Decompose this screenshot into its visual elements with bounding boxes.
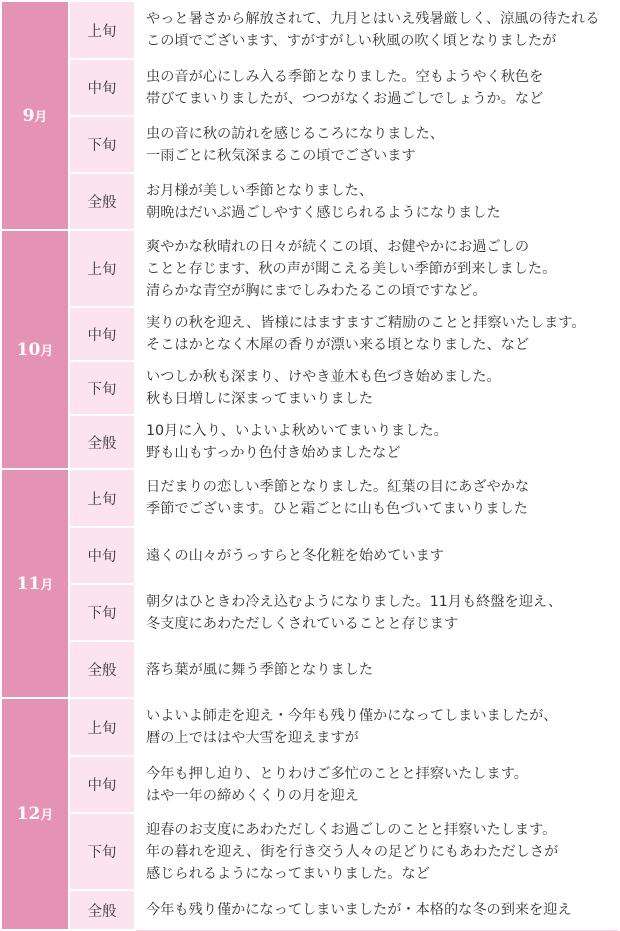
- month-cell: [1, 698, 69, 930]
- greeting-text: [135, 59, 619, 116]
- period-label: 全般: [69, 641, 135, 698]
- greeting-text: [135, 527, 619, 584]
- table-row: [1, 59, 619, 116]
- greeting-text: [135, 469, 619, 527]
- table-row: [1, 469, 619, 527]
- greeting-line: 迎春のお支度にあわただしくお過ごしのことと拝察いたします。: [146, 821, 557, 838]
- greeting-text: [135, 584, 619, 641]
- period-label: 下旬: [69, 813, 135, 890]
- month-number: 11: [16, 573, 41, 594]
- table-row: [1, 756, 619, 813]
- table-row: [1, 584, 619, 641]
- month-suffix: 月: [40, 808, 54, 823]
- greeting-text: [135, 756, 619, 813]
- greeting-line: 暦の上でははや大雪を迎えますが: [146, 730, 359, 746]
- table-body: [1, 1, 619, 930]
- greeting-line: 落ち葉が風に舞う季節となりました: [146, 661, 374, 678]
- table-row: [1, 698, 619, 756]
- month-suffix: 月: [34, 109, 48, 125]
- period-label: 上旬: [69, 230, 135, 307]
- month-cell: [1, 469, 69, 698]
- table-row: [1, 415, 619, 469]
- greeting-line: 年の暮れを迎え、街を行き交う人々の足どりにもあわただしさが: [146, 843, 559, 860]
- month-cell: [1, 230, 69, 469]
- month-number: 9: [22, 105, 35, 126]
- period-label: 下旬: [69, 116, 135, 173]
- period-label: 上旬: [69, 698, 135, 756]
- greeting-line: 遠くの山々がうっすらと冬化粧を始めています: [146, 547, 444, 564]
- greeting-text: [135, 361, 619, 415]
- month-cell: [1, 1, 69, 230]
- table-row: [1, 1, 619, 59]
- period-label: 中旬: [69, 307, 135, 361]
- period-label: 上旬: [69, 469, 135, 527]
- greeting-text: [135, 307, 619, 361]
- table-row: [1, 890, 619, 930]
- month-number: 12: [16, 804, 41, 824]
- greeting-line: ことと存じます、秋の声が聞こえる美しい季節が到来しました。: [146, 260, 557, 277]
- greeting-line: 爽やかな秋晴れの日々が続くこの頃、お健やかにお過ごしの: [146, 238, 530, 255]
- greeting-line: 今年も残り僅かになってしまいましたが・本格的な冬の到来を迎え: [146, 902, 572, 919]
- table-row: [1, 641, 619, 698]
- greeting-line: 朝夕はひときわ冷え込むようになりました。11月も終盤を迎え、: [146, 593, 563, 610]
- period-label: 全般: [69, 890, 135, 930]
- greeting-line: 秋も日増しに深まってまいりました: [146, 391, 374, 407]
- greeting-text: [135, 415, 619, 469]
- period-label: 全般: [69, 415, 135, 469]
- greeting-line: 10月に入り、いよいよ秋めいてまいりました。: [146, 423, 448, 439]
- greeting-line: いよいよ師走を迎え・今年も残り僅かになってしまいましたが、: [146, 708, 558, 724]
- greeting-line: この頃でございます、すがすがしい秋風の吹く頃となりましたが: [146, 33, 557, 49]
- greeting-text: [135, 641, 619, 698]
- greeting-text: [135, 173, 619, 230]
- greeting-line: 清らかな青空が胸にまでしみわたるこの頃ですなど。: [146, 282, 487, 299]
- greeting-line: お月様が美しい季節となりました、: [146, 182, 374, 199]
- greeting-line: 冬支度にあわただしくされていることと存じます: [146, 615, 459, 632]
- greeting-line: 帯びてまいりましたが、つつがなくお過ごしでしょうか。など: [146, 90, 544, 107]
- greeting-line: 虫の音に秋の訪れを感じるころになりました、: [146, 125, 444, 142]
- table-row: [1, 307, 619, 361]
- greeting-line: 日だまりの恋しい季節となりました。紅葉の目にあざやかな: [146, 479, 530, 495]
- period-label: 上旬: [69, 1, 135, 59]
- greeting-line: 虫の音が心にしみ入る季節となりました。空もようやく秋色を: [146, 68, 544, 85]
- greeting-line: そこはかとなく木犀の香りが漂い来る頃となりました、など: [146, 337, 530, 353]
- greeting-text: [135, 1, 619, 59]
- month-number: 10: [16, 339, 41, 360]
- table-row: [1, 361, 619, 415]
- month-suffix: 月: [40, 577, 54, 593]
- greeting-text: [135, 890, 619, 930]
- period-label: 下旬: [69, 584, 135, 641]
- period-label: 下旬: [69, 361, 135, 415]
- greeting-text: [135, 230, 619, 307]
- period-label: 全般: [69, 173, 135, 230]
- period-label: 中旬: [69, 756, 135, 813]
- greeting-text: [135, 813, 619, 890]
- period-label: 中旬: [69, 59, 135, 116]
- greeting-line: いつしか秋も深まり、けやき並木も色づき始めました。: [146, 369, 501, 385]
- greeting-line: 一雨ごとに秋気深まるこの頃でございます: [146, 147, 416, 164]
- greeting-line: 今年も押し迫り、とりわけご多忙のことと拝察いたします。: [146, 765, 528, 782]
- period-label: 中旬: [69, 527, 135, 584]
- greeting-line: 感じられるようになってまいりました。など: [146, 865, 430, 882]
- table-row: [1, 173, 619, 230]
- table-row: [1, 230, 619, 307]
- greeting-text: [135, 698, 619, 756]
- table-row: [1, 116, 619, 173]
- table-row: [1, 813, 619, 890]
- greeting-line: はや一年の締めくくりの月を迎え: [146, 787, 359, 804]
- greeting-line: やっと暑さから解放されて、九月とはいえ残暑厳しく、涼風の待たれる: [146, 11, 600, 27]
- greeting-line: 野も山もすっかり色付き始めましたなど: [146, 445, 401, 461]
- greeting-text: [135, 116, 619, 173]
- greeting-line: 実りの秋を迎え、皆様にはますますご精励のことと拝察いたします。: [146, 315, 586, 331]
- table-row: [1, 527, 619, 584]
- month-suffix: 月: [40, 343, 54, 359]
- greeting-line: 季節でございます。ひと霜ごとに山も色づいてまいりました: [146, 501, 528, 517]
- greeting-line: 朝晩はだいぶ過ごしやすく感じられるようになりました: [146, 204, 501, 221]
